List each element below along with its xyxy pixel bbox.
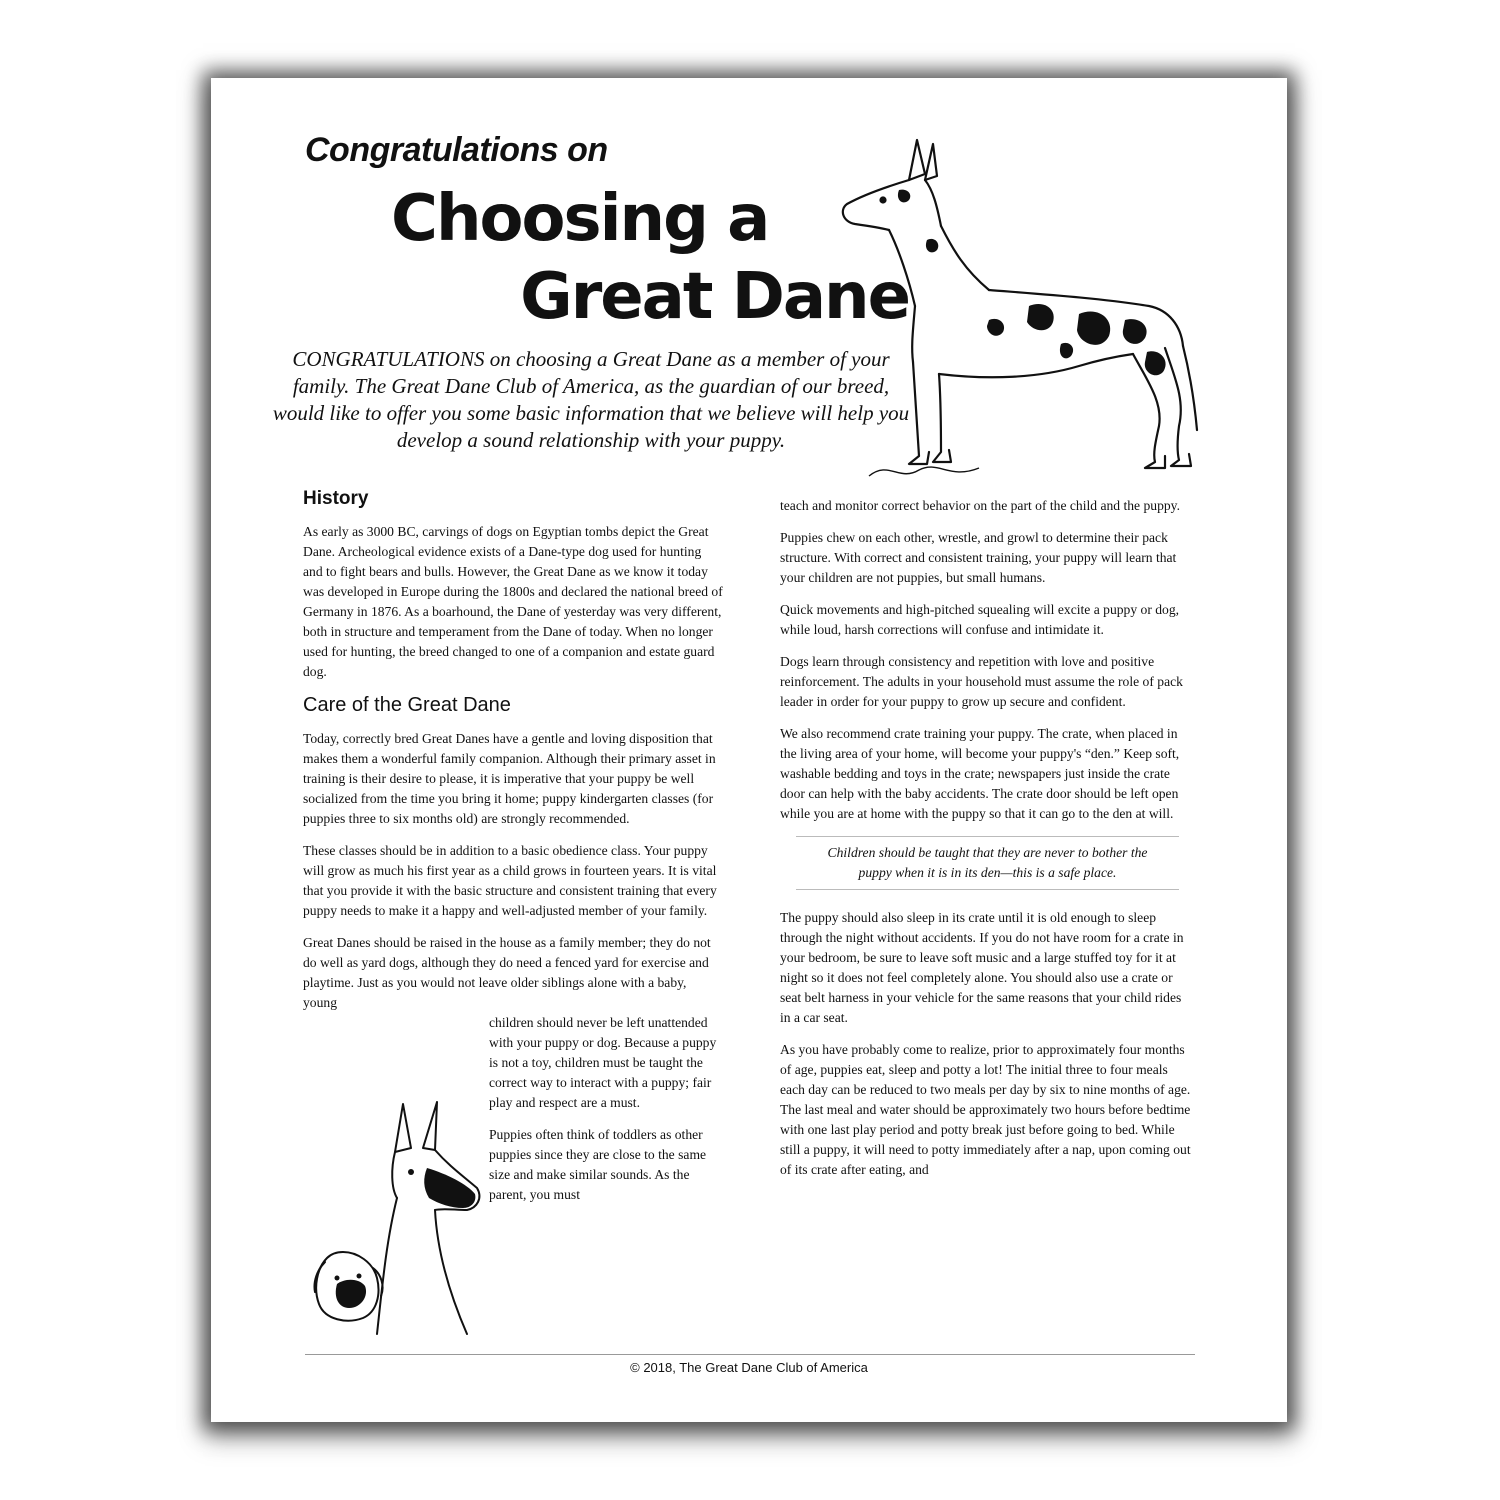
title-kicker: Congratulations on	[305, 131, 608, 169]
document-page	[211, 78, 1287, 1422]
care-paragraph-3: Great Danes should be raised in the house as a family member; they do not do well as yard dogs, although they do need a fenced yard for exercise and playtime. Just as you would not leave older siblings alone with a baby, young	[303, 935, 711, 1010]
care-paragraph-4: Puppies often think of toddlers as other puppies since they are close to the same size and make similar sounds. As the parent, you must	[489, 1127, 707, 1202]
right-paragraph-7: As you have probably come to realize, prior to approximately four months of age, puppies eat, sleep and potty a lot! The initial three to four meals each day can be reduced to two meals per day by six to nine months of age. The last meal and water should be approximately two hours before bedtime with one last play period and potty break just before going to bed. While still a puppy, it will need to potty immediately after a nap, upon coming out of its crate after eating, and	[780, 1042, 1191, 1177]
right-paragraph-5: We also recommend crate training your puppy. The crate, when placed in the living area of your home, will become your puppy's “den.” Keep soft, washable bedding and toys in the crate; newspapers just inside the crate door can help with the baby accidents. The crate door should be left open while you are at home with the puppy so that it can go to the den at will.	[780, 726, 1180, 821]
intro-text: CONGRATULATIONS on choosing a Great Dane as a member of your family. The Great Dane Club of America, as the guardian of our breed, would like to offer you some basic information that we believe will help you develop a sound relationship with your puppy.	[272, 347, 910, 452]
right-column	[780, 496, 1195, 1192]
footer-copyright: © 2018, The Great Dane Club of America	[630, 1360, 868, 1375]
footer-divider	[305, 1354, 1195, 1355]
care-paragraph-2: These classes should be in addition to a basic obedience class. Your puppy will grow as much his first year as a child grows in fourteen years. It is vital that you provide it with the basic structure and consistent training that every puppy needs to make it a happy and well-adjusted member of your family.	[303, 843, 717, 918]
great-dane-with-puppy-illustration	[307, 1098, 487, 1338]
page-title-line-1: Choosing a	[391, 182, 769, 256]
right-paragraph-3: Quick movements and high-pitched squealing will excite a puppy or dog, while loud, harsh corrections will confuse and intimidate it.	[780, 602, 1180, 637]
care-paragraph-1: Today, correctly bred Great Danes have a gentle and loving disposition that makes them a wonderful family companion. Although their primary asset in training is their desire to please, it is imperative that your puppy be well socialized from the time you bring it home; puppy kindergarten classes (for puppies three to six months old) are strongly recommended.	[303, 731, 716, 826]
right-paragraph-4: Dogs learn through consistency and repetition with love and positive reinforcement. The adults in your household must assume the role of pack leader in order for your puppy to grow up secure and confident.	[780, 654, 1183, 709]
right-paragraph-6: The puppy should also sleep in its crate until it is old enough to sleep through the night without accidents. If you do not have room for a crate in your bedroom, be sure to leave soft music and a large stuffed toy for it at night so it does not feel completely alone. You should also use a crate or seat belt harness in your vehicle for the same reasons that your child rides in a car seat.	[780, 910, 1184, 1025]
care-paragraph-3-continued: children should never be left unattended with your puppy or dog. Because a puppy is not a toy, children must be taught the correct way to interact with a puppy; fair play and respect are a must.	[489, 1015, 717, 1110]
right-paragraph-2: Puppies chew on each other, wrestle, and growl to determine their pack structure. With correct and consistent training, your puppy will learn that your children are not puppies, but small humans.	[780, 530, 1177, 585]
artist-signature	[869, 467, 979, 476]
right-paragraph-1: teach and monitor correct behavior on the part of the child and the puppy.	[780, 498, 1180, 513]
pull-quote: Children should be taught that they are never to bother the puppy when it is in its den—this is a safe place.	[796, 836, 1179, 890]
care-heading: Care of the Great Dane	[303, 694, 511, 716]
history-paragraph: As early as 3000 BC, carvings of dogs on Egyptian tombs depict the Great Dane. Archeological evidence exists of a Dane-type dog used for hunting and to fight bears and bulls. However, the Great Dane as we know it today was developed in Europe during the 1800s and declared the national breed of Germany in 1876. As a boarhound, the Dane of yesterday was very different, both in structure and temperament from the Dane of today. When no longer used for hunting, the breed changed to one of a companion and estate guard dog.	[303, 524, 723, 679]
page-title-line-2: Great Dane	[520, 260, 909, 334]
history-heading: History	[303, 488, 369, 509]
